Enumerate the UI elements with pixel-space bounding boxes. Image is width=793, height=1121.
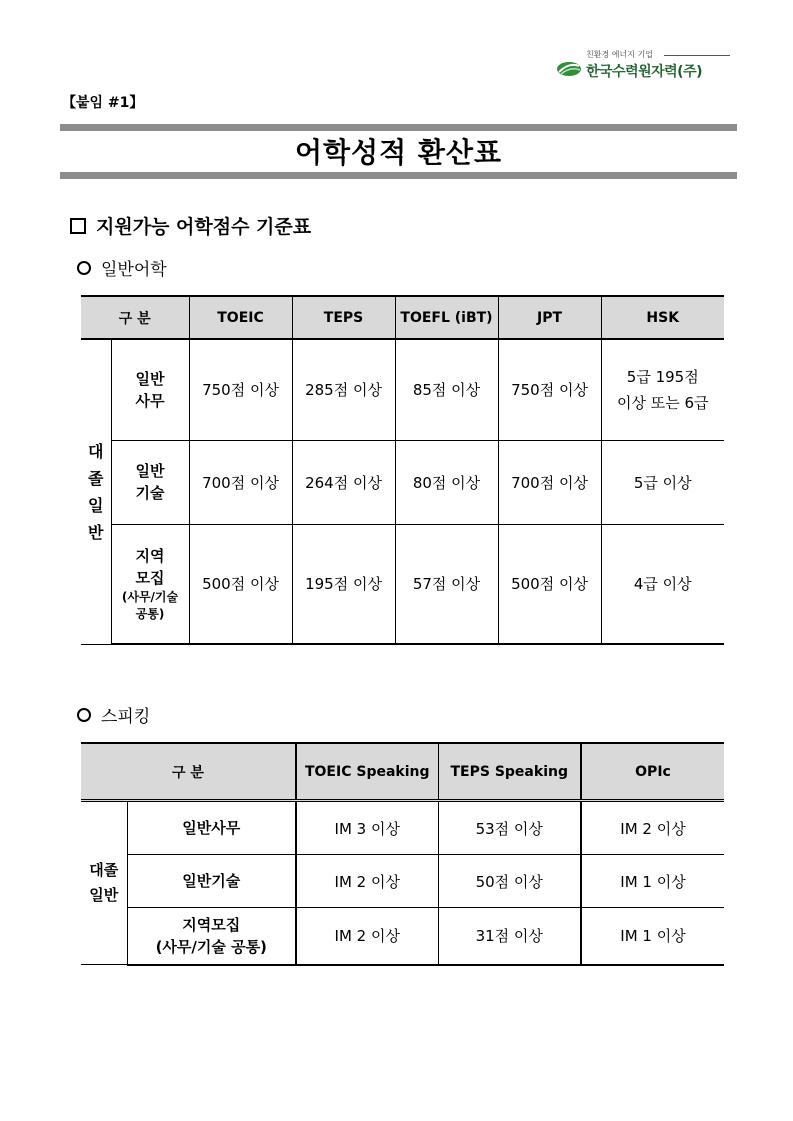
header-toefl: TOEFL (iBT) [395, 296, 498, 339]
label-line: 지역 [135, 546, 165, 565]
row-label-general-tech [111, 440, 189, 524]
cell-toeic: 500점 이상 [189, 524, 292, 644]
label-line: 기술 [135, 484, 165, 502]
label-line: 사무 [135, 391, 165, 410]
table-row [81, 908, 724, 965]
label-line: 지역모집 [182, 915, 241, 934]
company-logo [556, 49, 736, 81]
group-char: 일 [88, 495, 104, 515]
general-language-table [81, 295, 724, 645]
cell-teps-speaking: 50점 이상 [438, 855, 581, 908]
cell-jpt: 750점 이상 [498, 339, 601, 440]
table-header-row [81, 743, 724, 801]
group-char: 대 [88, 441, 104, 461]
group-line: 대졸 [89, 861, 119, 879]
row-group-label [81, 801, 127, 965]
general-heading-text: 일반어학 [101, 260, 167, 280]
circle-bullet-icon [77, 708, 91, 722]
header-opic: OPIc [581, 743, 724, 801]
header-category: 구 분 [81, 743, 296, 801]
speaking-heading [77, 702, 150, 727]
cell-toefl: 80점 이상 [395, 440, 498, 524]
cell-teps: 195점 이상 [292, 524, 395, 644]
cell-jpt: 500점 이상 [498, 524, 601, 644]
cell-toeic-speaking: IM 2 이상 [296, 855, 438, 908]
row-label-general-office [111, 339, 189, 440]
header-teps-speaking: TEPS Speaking [438, 743, 581, 801]
table-row [81, 524, 724, 644]
cell-toeic-speaking: IM 3 이상 [296, 801, 438, 855]
cell-hsk: 4급 이상 [601, 524, 724, 644]
table-row [81, 440, 724, 524]
label-line: 공통) [135, 606, 165, 621]
label-line: 모집 [135, 568, 165, 587]
group-char: 반 [88, 522, 104, 542]
header-toeic: TOEIC [189, 296, 292, 339]
checkbox-square-icon [70, 218, 86, 234]
section-title [70, 212, 311, 239]
table-header-row [81, 296, 724, 339]
table-row [81, 855, 724, 908]
cell-toefl: 57점 이상 [395, 524, 498, 644]
header-category: 구 분 [81, 296, 189, 339]
logo-mark-icon [556, 61, 582, 77]
row-label-general-office: 일반사무 [127, 801, 296, 855]
cell-toeic: 750점 이상 [189, 339, 292, 440]
group-char: 졸 [88, 468, 104, 488]
title-band-top [60, 124, 737, 131]
row-label-regional [127, 908, 296, 965]
company-name: 한국수력원자력(주) [586, 64, 702, 80]
tagline-rule [664, 55, 730, 56]
general-heading [77, 255, 167, 280]
group-line: 일반 [89, 886, 119, 904]
cell-toeic: 700점 이상 [189, 440, 292, 524]
row-label-general-tech: 일반기술 [127, 855, 296, 908]
section-title-text: 지원가능 어학점수 기준표 [96, 216, 312, 238]
header-teps: TEPS [292, 296, 395, 339]
title-band-bottom [60, 172, 737, 179]
circle-bullet-icon [77, 261, 91, 275]
table-row [81, 339, 724, 440]
cell-opic: IM 1 이상 [581, 908, 724, 965]
cell-toefl: 85점 이상 [395, 339, 498, 440]
cell-toeic-speaking: IM 2 이상 [296, 908, 438, 965]
cell-opic: IM 1 이상 [581, 855, 724, 908]
cell-hsk: 5급 이상 [601, 440, 724, 524]
cell-teps-speaking: 53점 이상 [438, 801, 581, 855]
logo-tagline: 친환경 에너지 기업 [586, 50, 653, 59]
row-label-regional [111, 524, 189, 644]
label-line: 일반 [135, 369, 165, 388]
header-toeic-speaking: TOEIC Speaking [296, 743, 438, 801]
label-line: (사무/기술 [121, 589, 179, 604]
cell-teps-speaking: 31점 이상 [438, 908, 581, 965]
table-row [81, 801, 724, 855]
label-line: (사무/기술 공통) [155, 937, 267, 956]
header-hsk: HSK [601, 296, 724, 339]
cell-opic: IM 2 이상 [581, 801, 724, 855]
cell-teps: 285점 이상 [292, 339, 395, 440]
speaking-heading-text: 스피킹 [101, 707, 151, 727]
speaking-table [81, 742, 724, 966]
cell-hsk [601, 339, 724, 440]
cell-teps: 264점 이상 [292, 440, 395, 524]
row-group-label [81, 339, 111, 644]
label-line: 일반 [135, 462, 165, 480]
attachment-label: 【붙임 #1】 [62, 95, 144, 111]
page-title: 어학성적 환산표 [294, 136, 503, 169]
cell-jpt: 700점 이상 [498, 440, 601, 524]
header-jpt: JPT [498, 296, 601, 339]
hsk-line: 이상 또는 6급 [616, 393, 709, 412]
hsk-line: 5급 195점 [626, 367, 699, 386]
